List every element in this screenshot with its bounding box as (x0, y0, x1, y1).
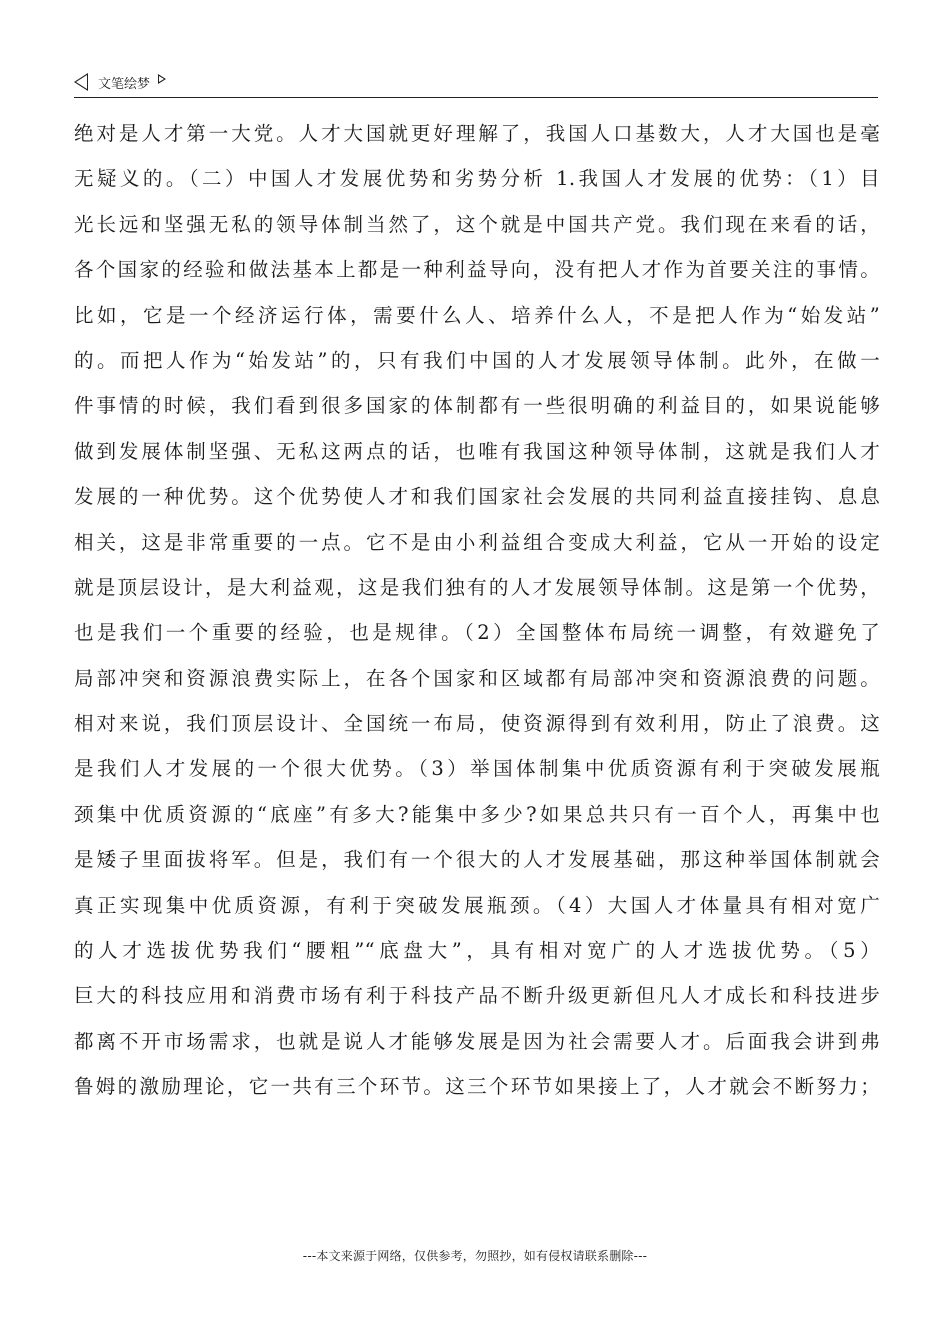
text-line: 光长远和坚强无私的领导体制当然了，这个就是中国共产党。我们现在来看的话， (74, 212, 880, 236)
text-line: 发展的一种优势。这个优势使人才和我们国家社会发展的共同利益直接挂钩、息息 (74, 485, 880, 509)
text-line: 鲁姆的激励理论，它一共有三个环节。这三个环节如果接上了，人才就会不断努力； (74, 1075, 880, 1099)
header-title: 文笔绘梦 (98, 76, 151, 92)
header-row (74, 70, 878, 94)
document-body (74, 111, 880, 1110)
triangle-right-icon (158, 74, 166, 84)
text-line: 各个国家的经验和做法基本上都是一种利益导向，没有把人才作为首要关注的事情。 (74, 258, 880, 282)
text-line: 的。而把人作为“始发站”的，只有我们中国的人才发展领导体制。此外，在做一 (74, 348, 880, 372)
text-line: 无疑义的。（二）中国人才发展优势和劣势分析 1.我国人才发展的优势：（1）目 (74, 167, 880, 191)
text-line: 颈集中优质资源的“底座”有多大?能集中多少?如果总共只有一百个人，再集中也 (74, 802, 880, 826)
text-line: 都离不开市场需求，也就是说人才能够发展是因为社会需要人才。后面我会讲到弗 (74, 1029, 880, 1053)
text-line: 也是我们一个重要的经验，也是规律。（2）全国整体布局统一调整，有效避免了 (74, 621, 880, 645)
text-line: 局部冲突和资源浪费实际上，在各个国家和区域都有局部冲突和资源浪费的问题。 (74, 666, 880, 690)
text-line: 是矮子里面拔将军。但是，我们有一个很大的人才发展基础，那这种举国体制就会 (74, 848, 880, 872)
text-line: 巨大的科技应用和消费市场有利于科技产品不断升级更新但凡人才成长和科技进步 (74, 984, 880, 1008)
header-divider (74, 97, 878, 98)
text-line: 真正实现集中优质资源，有利于突破发展瓶颈。（4）大国人才体量具有相对宽广 (74, 893, 880, 917)
text-line: 是我们人才发展的一个很大优势。（3）举国体制集中优质资源有利于突破发展瓶 (74, 757, 880, 781)
text-line: 绝对是人才第一大党。人才大国就更好理解了，我国人口基数大，人才大国也是毫 (74, 122, 880, 145)
page-header (74, 70, 878, 98)
text-line: 件事情的时候，我们看到很多国家的体制都有一些很明确的利益目的，如果说能够 (74, 394, 880, 418)
text-line: 的人才选拔优势我们“腰粗”“底盘大”，具有相对宽广的人才选拔优势。（5） (74, 939, 880, 963)
triangle-left-icon (74, 73, 88, 91)
text-line: 比如，它是一个经济运行体，需要什么人、培养什么人，不是把人作为“始发站” (74, 303, 880, 327)
text-line: 做到发展体制坚强、无私这两点的话，也唯有我国这种领导体制，这就是我们人才 (74, 439, 880, 463)
text-line: 相对来说，我们顶层设计、全国统一布局，使资源得到有效利用，防止了浪费。这 (74, 712, 880, 736)
footer-disclaimer: ---本文来源于网络，仅供参考，勿照抄，如有侵权请联系删除--- (302, 1249, 648, 1263)
text-line: 相关，这是非常重要的一点。它不是由小利益组合变成大利益，它从一开始的设定 (74, 530, 880, 554)
text-line: 就是顶层设计，是大利益观，这是我们独有的人才发展领导体制。这是第一个优势， (74, 575, 880, 599)
